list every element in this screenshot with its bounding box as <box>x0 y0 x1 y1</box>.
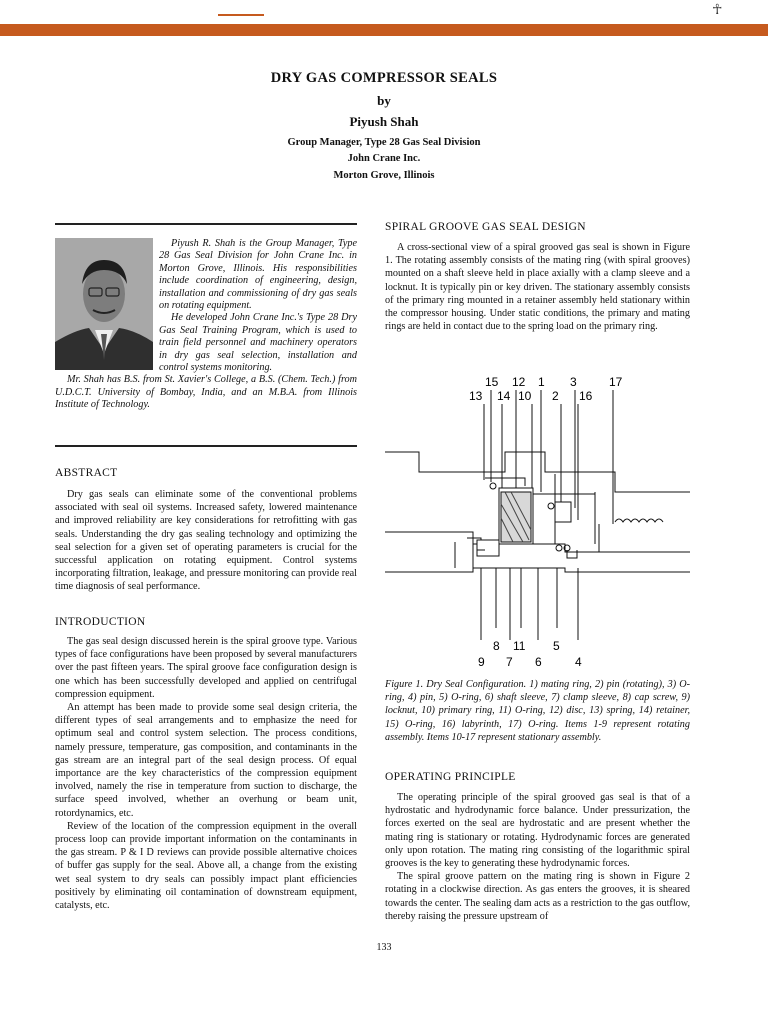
callout-label: 15 <box>485 375 499 389</box>
seal-drawing <box>385 452 690 572</box>
affiliation-line: John Crane Inc. <box>347 153 421 164</box>
callout-label: 12 <box>512 375 526 389</box>
page-number: 133 <box>376 942 392 953</box>
operating-heading: OPERATING PRINCIPLE <box>385 771 516 783</box>
callout-label: 16 <box>579 389 593 403</box>
bio-paragraph: Piyush R. Shah is the Group Manager, Type 28 Gas Seal Division for John Crane Inc. in Morton Grove, Illinois. His responsibilities include coordination of engineering, design, installation and commissioning of dry gas seals on rotating equipment. <box>159 238 357 312</box>
header-band <box>0 24 768 36</box>
bio-top-rule <box>55 223 357 225</box>
spiral-paragraph: A cross-sectional view of a spiral grooved gas seal is shown in Figure 1. The rotating assembly consists of the mating ring (with spiral grooves) mounted on a shaft sleeve held in place axially with a clamp sleeve and a locknut. It is typically pin or key driven. The stationary assembly consists of the primary ring mounted in a retainer assembly held stationary within the compressor housing. Under static conditions, the primary and mating rings are held in contact due to the spring load on the primary ring. <box>385 242 690 333</box>
abstract-paragraph: Dry gas seals can eliminate some of the conventional problems associated with seal oil systems. Increased safety, lowered maintenance and improved reliability are key considerations for retrofitting with gas seals. Understanding the dry gas sealing technology and optimizing the seal selection for a given set of operating parameters is crucial for the successful application on rotating equipment. Control systems incorporating filtration, leakage, and pressure monitoring can provide real time diagnosis of seal performance. <box>55 489 357 593</box>
callout-label: 9 <box>478 655 485 669</box>
paper-title: DRY GAS COMPRESSOR SEALS <box>270 70 498 86</box>
operating-paragraph: The spiral groove pattern on the mating ring is shown in Figure 2 rotating in a clockwise direction. As gas enters the grooves, it is sheared towards the center. The sealing dam acts as a restriction to the gas outflow, thereby raising the pressure upstream of <box>385 871 690 922</box>
callout-label: 17 <box>609 375 623 389</box>
operating-paragraph: The operating principle of the spiral grooved gas seal is that of a hydrostatic and hydrodynamic force balance. Under pressurization, the forces exerted on the seal are hydrostatic and are present whether the mating ring is stationary or rotating. Hydrodynamic forces are generated only upon rotation. The mating ring consisting of the logarithmic spiral grooves is the key to generating these hydrodynamic forces. <box>385 792 690 870</box>
figure-top-labels <box>469 375 623 403</box>
introduction-body <box>55 635 357 912</box>
intro-paragraph: Review of the location of the compression equipment in the overall process loop can provide important information on the contaminants in the gas stream. P & I D reviews can provide possible alternative choices of buffer gas supply for the seal. Above all, a change from the existing wet seal system to dry seals can possibly impact plant efficiencies positively by eliminating oil contamination of downstream equipment, catalysts, etc. <box>55 820 357 912</box>
author-photo <box>55 238 153 370</box>
callout-label: 8 <box>493 639 500 653</box>
bio-paragraph: He developed John Crane Inc.'s Type 28 Dry Gas Seal Training Program, which is used to train field personnel and machinery operators in dry gas seal selection, installation and control systems monitoring. <box>159 312 357 374</box>
callout-label: 7 <box>506 655 513 669</box>
byline: by <box>377 93 391 108</box>
intro-paragraph: An attempt has been made to provide some seal design criteria, the different types of seal arrangements and to emphasize the need for optimum seal and control system selection. The process conditions, namely pressure, temperature, gas composition, and contaminants in the gas stream are an integral part of the seal design process. Of equal importance are the key characteristics of the compression equipment involved, namely the rise in temperature from suction to discharge, the surface speed involved, whether an overhung or beam unit, rotordynamics, etc. <box>55 702 357 819</box>
figure-caption: Figure 1. Dry Seal Configuration. 1) mating ring, 2) pin (rotating), 3) O-ring, 4) pin, 5) O-ring, 6) shaft sleeve, 7) clamp sleeve, 8) cap screw, 9) locknut, 10) primary ring, 11) O-ring, 12) disc, 13) spring, 14) retainer, 15) O-ring, 16) labyrinth, 17) O-ring. Items 1-9 represent rotating assembly. Items 10-17 represent stationary assembly. <box>385 679 690 743</box>
operating-body <box>385 791 690 923</box>
figure-bottom-labels <box>478 639 582 669</box>
introduction-heading: INTRODUCTION <box>55 616 146 628</box>
top-bar <box>0 0 768 24</box>
abstract-body <box>55 488 357 594</box>
abstract-heading: ABSTRACT <box>55 467 118 479</box>
callout-label: 10 <box>518 389 532 403</box>
nav-link-underline[interactable] <box>218 14 264 16</box>
affiliation-line: Morton Grove, Illinois <box>333 170 435 181</box>
callout-label: 4 <box>575 655 582 669</box>
callout-label: 5 <box>553 639 560 653</box>
callout-label: 2 <box>552 389 559 403</box>
callout-label: 11 <box>513 639 526 653</box>
intro-paragraph: The gas seal design discussed herein is the spiral groove type. Various types of face configurations have been proposed by several manufacturers over the past fifteen years. The spiral groove face configuration design is one which has been successfully developed and applied on centrifugal compression equipment. <box>55 636 357 700</box>
author-name: Piyush Shah <box>349 114 419 129</box>
callout-label: 1 <box>538 375 545 389</box>
callout-label: 6 <box>535 655 542 669</box>
corner-mark-icon: ☥ <box>712 3 723 18</box>
seal-cross-section-figure <box>385 372 690 672</box>
bio-bottom-rule <box>55 445 357 447</box>
spiral-body <box>385 241 690 333</box>
bio-paragraph: Mr. Shah has B.S. from St. Xavier's College, a B.S. (Chem. Tech.) from U.D.C.T. University of Bombay, India, and an M.B.A. from Illinois Institute of Technology. <box>55 374 357 411</box>
callout-label: 14 <box>497 389 511 403</box>
affiliation-line: Group Manager, Type 28 Gas Seal Division <box>287 137 481 148</box>
callout-label: 3 <box>570 375 577 389</box>
spiral-heading: SPIRAL GROOVE GAS SEAL DESIGN <box>385 221 586 233</box>
callout-label: 13 <box>469 389 483 403</box>
author-bio <box>55 238 357 412</box>
